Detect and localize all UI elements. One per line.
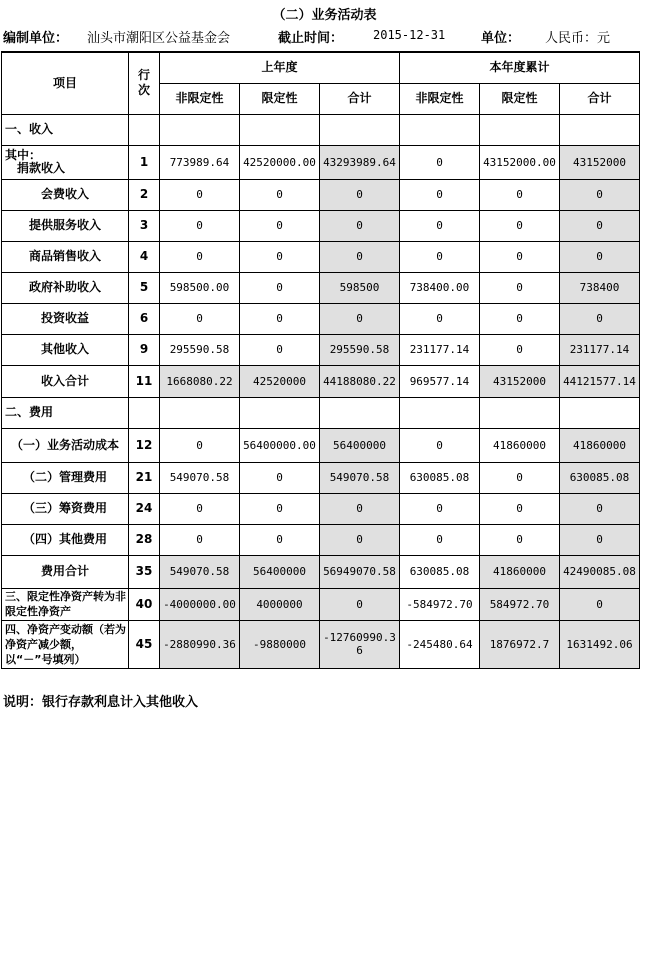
cell-curr-unrestricted: 0 — [400, 493, 480, 524]
unit-label: 编制单位： — [3, 31, 69, 46]
table-row — [2, 145, 640, 179]
cell-prev-restricted: 0 — [240, 272, 320, 303]
cell-prev-restricted: 0 — [240, 493, 320, 524]
header-prev-total: 合计 — [320, 83, 400, 114]
cell-curr-total: 0 — [560, 179, 640, 210]
cell-prev-restricted: 42520000.00 — [240, 145, 320, 179]
table-row — [2, 114, 640, 145]
cell-curr-restricted: 43152000 — [480, 365, 560, 397]
cell-curr-total: 0 — [560, 588, 640, 620]
date-value: 2015-12-31 — [373, 28, 446, 42]
header-line-no-text: 行次 — [137, 68, 150, 98]
date-label: 截止时间： — [278, 31, 344, 46]
cell-prev-restricted: 0 — [240, 334, 320, 365]
table-row — [2, 241, 640, 272]
cell-prev-restricted: 0 — [240, 179, 320, 210]
cell-prev-total: 0 — [320, 179, 400, 210]
table-row — [2, 524, 640, 555]
header-curr-year: 本年度累计 — [400, 52, 640, 83]
row-label: 收入合计 — [2, 365, 129, 397]
table-row — [2, 272, 640, 303]
cell-curr-restricted: 0 — [480, 493, 560, 524]
table-row — [2, 462, 640, 493]
cell-prev-unrestricted: 598500.00 — [160, 272, 240, 303]
cell-curr-unrestricted: 0 — [400, 303, 480, 334]
table-row — [2, 303, 640, 334]
cell-curr-restricted — [480, 114, 560, 145]
cell-curr-total — [560, 397, 640, 428]
cell-prev-unrestricted: 549070.58 — [160, 555, 240, 588]
cell-curr-restricted: 43152000.00 — [480, 145, 560, 179]
cell-prev-unrestricted: 549070.58 — [160, 462, 240, 493]
cell-prev-unrestricted: -2880990.36 — [160, 620, 240, 668]
cell-curr-restricted — [480, 397, 560, 428]
row-label: 投资收益 — [2, 303, 129, 334]
table-row — [2, 493, 640, 524]
cell-curr-restricted: 41860000 — [480, 428, 560, 462]
row-label: 其他收入 — [2, 334, 129, 365]
cell-curr-restricted: 0 — [480, 334, 560, 365]
cell-curr-total: 738400 — [560, 272, 640, 303]
cell-prev-unrestricted: 0 — [160, 524, 240, 555]
cell-prev-total: 0 — [320, 303, 400, 334]
row-label: （二）管理费用 — [2, 462, 129, 493]
cell-prev-total: 0 — [320, 588, 400, 620]
currency-value: 人民币：元 — [545, 31, 611, 46]
row-label: 费用合计 — [2, 555, 129, 588]
row-label: （一）业务活动成本 — [2, 428, 129, 462]
cell-curr-unrestricted: -245480.64 — [400, 620, 480, 668]
header-curr-restricted: 限定性 — [480, 83, 560, 114]
cell-prev-total: 43293989.64 — [320, 145, 400, 179]
cell-prev-total: 56949070.58 — [320, 555, 400, 588]
cell-prev-restricted: 56400000 — [240, 555, 320, 588]
row-label: 二、费用 — [2, 397, 129, 428]
row-line-no: 40 — [129, 588, 160, 620]
row-label: 商品销售收入 — [2, 241, 129, 272]
row-line-no: 12 — [129, 428, 160, 462]
table-row — [2, 365, 640, 397]
cell-curr-restricted: 0 — [480, 303, 560, 334]
table-row — [2, 620, 640, 668]
row-line-no: 6 — [129, 303, 160, 334]
cell-curr-total: 0 — [560, 241, 640, 272]
activity-table — [1, 51, 640, 669]
row-label: 一、收入 — [2, 114, 129, 145]
cell-prev-unrestricted: 0 — [160, 241, 240, 272]
cell-prev-total: 44188080.22 — [320, 365, 400, 397]
cell-curr-restricted: 0 — [480, 179, 560, 210]
row-label: 提供服务收入 — [2, 210, 129, 241]
unit-value: 汕头市潮阳区公益基金会 — [87, 31, 231, 46]
cell-curr-total: 630085.08 — [560, 462, 640, 493]
cell-curr-unrestricted — [400, 397, 480, 428]
cell-curr-total: 0 — [560, 210, 640, 241]
row-label: （三）筹资费用 — [2, 493, 129, 524]
row-line-no: 24 — [129, 493, 160, 524]
table-row — [2, 397, 640, 428]
cell-prev-unrestricted: -4000000.00 — [160, 588, 240, 620]
cell-prev-restricted: -9880000 — [240, 620, 320, 668]
cell-curr-restricted: 0 — [480, 524, 560, 555]
cell-prev-total: 0 — [320, 210, 400, 241]
cell-curr-unrestricted: 231177.14 — [400, 334, 480, 365]
row-label: 其中： 捐款收入 — [2, 145, 129, 179]
row-label: （四）其他费用 — [2, 524, 129, 555]
row-line-no: 35 — [129, 555, 160, 588]
cell-curr-unrestricted: 630085.08 — [400, 555, 480, 588]
cell-curr-unrestricted: 738400.00 — [400, 272, 480, 303]
cell-prev-total: 598500 — [320, 272, 400, 303]
cell-prev-restricted: 0 — [240, 524, 320, 555]
cell-prev-total: -12760990.36 — [320, 620, 400, 668]
header-prev-restricted: 限定性 — [240, 83, 320, 114]
cell-curr-total: 0 — [560, 303, 640, 334]
cell-prev-total — [320, 114, 400, 145]
table-row — [2, 555, 640, 588]
table-row — [2, 588, 640, 620]
cell-prev-restricted: 0 — [240, 210, 320, 241]
cell-prev-restricted: 0 — [240, 303, 320, 334]
row-line-no: 2 — [129, 179, 160, 210]
cell-curr-restricted: 0 — [480, 210, 560, 241]
cell-prev-unrestricted: 773989.64 — [160, 145, 240, 179]
cell-curr-unrestricted — [400, 114, 480, 145]
cell-curr-unrestricted: 0 — [400, 179, 480, 210]
cell-curr-unrestricted: 0 — [400, 428, 480, 462]
row-label: 政府补助收入 — [2, 272, 129, 303]
row-line-no: 4 — [129, 241, 160, 272]
cell-prev-total — [320, 397, 400, 428]
footnote: 说明：银行存款利息计入其他收入 — [3, 695, 199, 710]
row-line-no: 45 — [129, 620, 160, 668]
header-item: 项目 — [2, 52, 129, 114]
cell-curr-unrestricted: 0 — [400, 210, 480, 241]
cell-prev-total: 549070.58 — [320, 462, 400, 493]
cell-prev-total: 295590.58 — [320, 334, 400, 365]
row-line-no — [129, 114, 160, 145]
cell-prev-restricted — [240, 114, 320, 145]
header-curr-total: 合计 — [560, 83, 640, 114]
cell-prev-unrestricted: 0 — [160, 303, 240, 334]
cell-prev-unrestricted: 0 — [160, 179, 240, 210]
cell-prev-unrestricted: 1668080.22 — [160, 365, 240, 397]
cell-curr-unrestricted: 0 — [400, 145, 480, 179]
cell-prev-unrestricted: 0 — [160, 493, 240, 524]
cell-curr-restricted: 0 — [480, 241, 560, 272]
cell-prev-unrestricted: 295590.58 — [160, 334, 240, 365]
cell-curr-total: 42490085.08 — [560, 555, 640, 588]
cell-prev-restricted — [240, 397, 320, 428]
header-prev-unrestricted: 非限定性 — [160, 83, 240, 114]
cell-prev-unrestricted: 0 — [160, 210, 240, 241]
cell-prev-restricted: 0 — [240, 462, 320, 493]
cell-curr-total: 1631492.06 — [560, 620, 640, 668]
cell-prev-restricted: 42520000 — [240, 365, 320, 397]
cell-prev-restricted: 56400000.00 — [240, 428, 320, 462]
row-line-no: 3 — [129, 210, 160, 241]
table-row — [2, 179, 640, 210]
currency-label: 单位： — [481, 31, 521, 46]
cell-curr-total: 0 — [560, 524, 640, 555]
cell-curr-total — [560, 114, 640, 145]
table-row — [2, 210, 640, 241]
header-prev-year: 上年度 — [160, 52, 400, 83]
row-line-no: 21 — [129, 462, 160, 493]
row-line-no: 28 — [129, 524, 160, 555]
cell-prev-total: 0 — [320, 493, 400, 524]
row-line-no: 5 — [129, 272, 160, 303]
row-line-no: 9 — [129, 334, 160, 365]
cell-curr-unrestricted: 630085.08 — [400, 462, 480, 493]
cell-prev-total: 0 — [320, 241, 400, 272]
cell-curr-total: 44121577.14 — [560, 365, 640, 397]
cell-curr-total: 43152000 — [560, 145, 640, 179]
cell-curr-unrestricted: 0 — [400, 524, 480, 555]
cell-curr-total: 41860000 — [560, 428, 640, 462]
cell-curr-restricted: 584972.70 — [480, 588, 560, 620]
header-curr-unrestricted: 非限定性 — [400, 83, 480, 114]
table-row — [2, 428, 640, 462]
row-line-no: 1 — [129, 145, 160, 179]
cell-curr-restricted: 0 — [480, 272, 560, 303]
cell-prev-total: 56400000 — [320, 428, 400, 462]
row-label: 三、限定性净资产转为非限定性净资产 — [2, 588, 129, 620]
cell-prev-restricted: 0 — [240, 241, 320, 272]
cell-prev-total: 0 — [320, 524, 400, 555]
cell-curr-restricted: 41860000 — [480, 555, 560, 588]
cell-curr-unrestricted: -584972.70 — [400, 588, 480, 620]
cell-curr-unrestricted: 0 — [400, 241, 480, 272]
cell-prev-unrestricted — [160, 114, 240, 145]
row-line-no — [129, 397, 160, 428]
table-row — [2, 334, 640, 365]
cell-prev-unrestricted: 0 — [160, 428, 240, 462]
row-label: 四、净资产变动额（若为净资产减少额，以“－”号填列） — [2, 620, 129, 668]
cell-curr-restricted: 1876972.7 — [480, 620, 560, 668]
row-label: 会费收入 — [2, 179, 129, 210]
cell-prev-restricted: 4000000 — [240, 588, 320, 620]
row-line-no: 11 — [129, 365, 160, 397]
cell-curr-restricted: 0 — [480, 462, 560, 493]
cell-curr-total: 0 — [560, 493, 640, 524]
cell-prev-unrestricted — [160, 397, 240, 428]
header-line-no — [129, 52, 160, 114]
cell-curr-unrestricted: 969577.14 — [400, 365, 480, 397]
report-title: （二）业务活动表 — [272, 8, 377, 23]
cell-curr-total: 231177.14 — [560, 334, 640, 365]
